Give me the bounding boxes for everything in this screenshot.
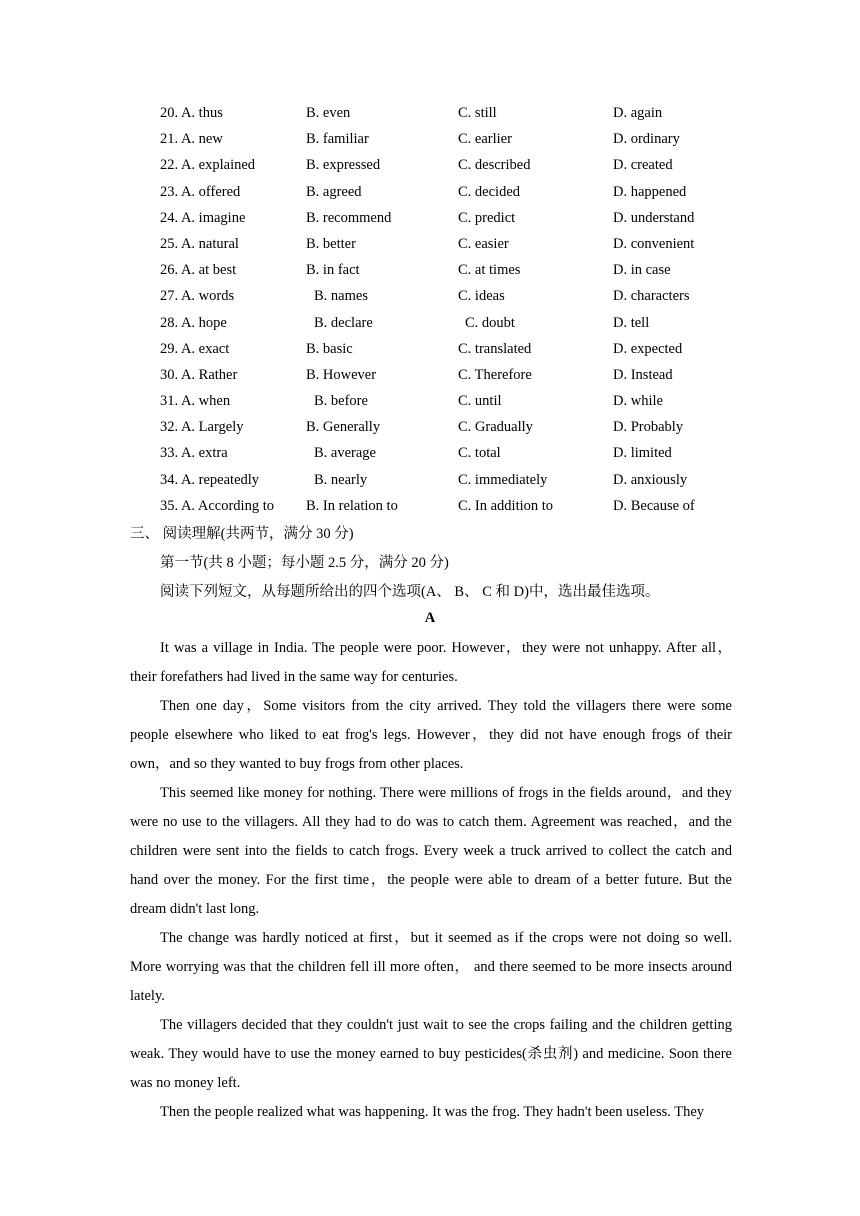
option-row <box>0 259 860 285</box>
option-d: D. happened <box>613 183 687 200</box>
option-row <box>0 416 860 442</box>
option-a: 28. A. hope <box>160 314 227 331</box>
option-row <box>0 442 860 468</box>
option-c: C. immediately <box>458 471 548 488</box>
option-c: C. doubt <box>465 314 515 331</box>
option-d: D. Probably <box>613 419 684 436</box>
option-c: C. at times <box>458 262 521 279</box>
option-d: D. ordinary <box>613 131 680 148</box>
option-b: B. expressed <box>306 157 381 174</box>
option-d: D. limited <box>613 445 672 462</box>
part-title: 第一节(共 8 小题；每小题 2.5 分，满分 20 分) <box>160 555 449 571</box>
option-row <box>0 469 860 495</box>
option-b: B. agreed <box>306 183 362 200</box>
passage-label: A <box>424 610 436 626</box>
option-c: C. Therefore <box>458 366 532 383</box>
instructions: 阅读下列短文，从每题所给出的四个选项(A、 B、 C 和 D)中，选出最佳选项。 <box>160 584 660 600</box>
option-d: D. created <box>613 157 673 174</box>
option-a: 29. A. exact <box>160 340 230 357</box>
paragraph: The villagers decided that they couldn't just wait to see the crops failing and the children getting weak. They would have to use the money earned to buy pesticides(杀虫剂) and medicine. Soon there was no money left. <box>130 1017 732 1091</box>
option-d: D. convenient <box>613 235 695 252</box>
paragraph: The change was hardly noticed at first，but it seemed as if the crops were not doing so well. More worrying was that the children fell ill more often， and there seemed to be more insects around lately. <box>130 930 732 1004</box>
passage-text <box>130 634 732 1127</box>
option-row <box>0 102 860 128</box>
option-row <box>0 312 860 338</box>
option-d: D. characters <box>613 288 690 305</box>
option-a: 31. A. when <box>160 393 231 410</box>
paragraph: Then the people realized what was happening. It was the frog. They hadn't been useless. They <box>160 1104 705 1120</box>
option-row <box>0 154 860 180</box>
option-d: D. while <box>613 393 663 410</box>
cloze-options <box>0 102 860 521</box>
option-b: B. names <box>314 288 368 305</box>
option-a: 24. A. imagine <box>160 209 246 226</box>
paragraph: This seemed like money for nothing. There were millions of frogs in the fields around，and they were no use to the villagers. All they had to do was to catch them. Agreement was reached，and the children were sent into the fields to catch frogs. Every week a truck arrived to collect the catch and hand over the money. For the first time，the people were able to dream of a better future. But the dream didn't last long. <box>130 785 732 917</box>
section-title: 三、 阅读理解(共两节，满分 30 分) <box>130 526 354 542</box>
option-a: 21. A. new <box>160 131 223 148</box>
option-a: 35. A. According to <box>160 497 274 514</box>
option-c: C. earlier <box>458 131 512 148</box>
option-b: B. In relation to <box>306 497 398 514</box>
option-d: D. again <box>613 105 663 121</box>
option-b: B. However <box>306 366 377 383</box>
option-b: B. better <box>306 235 356 252</box>
option-row <box>0 128 860 154</box>
option-b: B. average <box>314 445 376 462</box>
option-d: D. Because of <box>613 497 695 514</box>
option-d: D. expected <box>613 340 683 357</box>
option-d: D. Instead <box>613 366 673 383</box>
option-a: 20. A. thus <box>160 105 223 121</box>
option-c: C. ideas <box>458 288 505 305</box>
option-c: C. translated <box>458 340 532 357</box>
option-b: B. declare <box>314 314 373 331</box>
option-a: 25. A. natural <box>160 235 239 252</box>
option-c: C. easier <box>458 235 509 252</box>
option-row <box>0 233 860 259</box>
option-c: C. decided <box>458 183 521 200</box>
option-a: 34. A. repeatedly <box>160 471 260 488</box>
option-a: 22. A. explained <box>160 157 256 174</box>
option-d: D. understand <box>613 209 695 226</box>
option-d: D. anxiously <box>613 471 688 488</box>
option-c: C. still <box>458 105 497 121</box>
option-b: B. familiar <box>306 131 369 148</box>
option-d: D. tell <box>613 314 650 331</box>
option-c: C. until <box>458 393 502 410</box>
option-c: C. Gradually <box>458 419 533 436</box>
option-b: B. basic <box>306 340 353 357</box>
option-b: B. even <box>306 105 351 121</box>
paragraph: Then one day，Some visitors from the city arrived. They told the villagers there were some people elsewhere who liked to eat frog's legs. However，they did not have enough frogs of their own，and so they wanted to buy frogs from other places. <box>130 698 732 772</box>
option-row <box>0 495 860 521</box>
option-a: 32. A. Largely <box>160 419 244 436</box>
option-b: B. before <box>314 393 368 410</box>
option-c: C. In addition to <box>458 497 554 514</box>
option-row <box>0 207 860 233</box>
option-b: B. nearly <box>314 471 368 488</box>
option-d: D. in case <box>613 262 671 279</box>
option-row <box>0 364 860 390</box>
option-a: 23. A. offered <box>160 183 241 200</box>
option-c: C. described <box>458 157 531 174</box>
option-c: C. predict <box>458 209 516 226</box>
option-b: B. Generally <box>306 419 381 436</box>
option-a: 30. A. Rather <box>160 366 238 383</box>
option-row <box>0 338 860 364</box>
option-row <box>0 181 860 207</box>
paragraph: It was a village in India. The people were poor. However，they were not unhappy. After all，their forefathers had lived in the same way for centuries. <box>130 640 732 685</box>
option-c: C. total <box>458 445 501 462</box>
option-a: 33. A. extra <box>160 445 228 462</box>
option-a: 27. A. words <box>160 288 235 305</box>
option-row <box>0 285 860 311</box>
option-b: B. in fact <box>306 262 360 279</box>
option-a: 26. A. at best <box>160 262 237 279</box>
option-row <box>0 390 860 416</box>
option-b: B. recommend <box>306 209 392 226</box>
